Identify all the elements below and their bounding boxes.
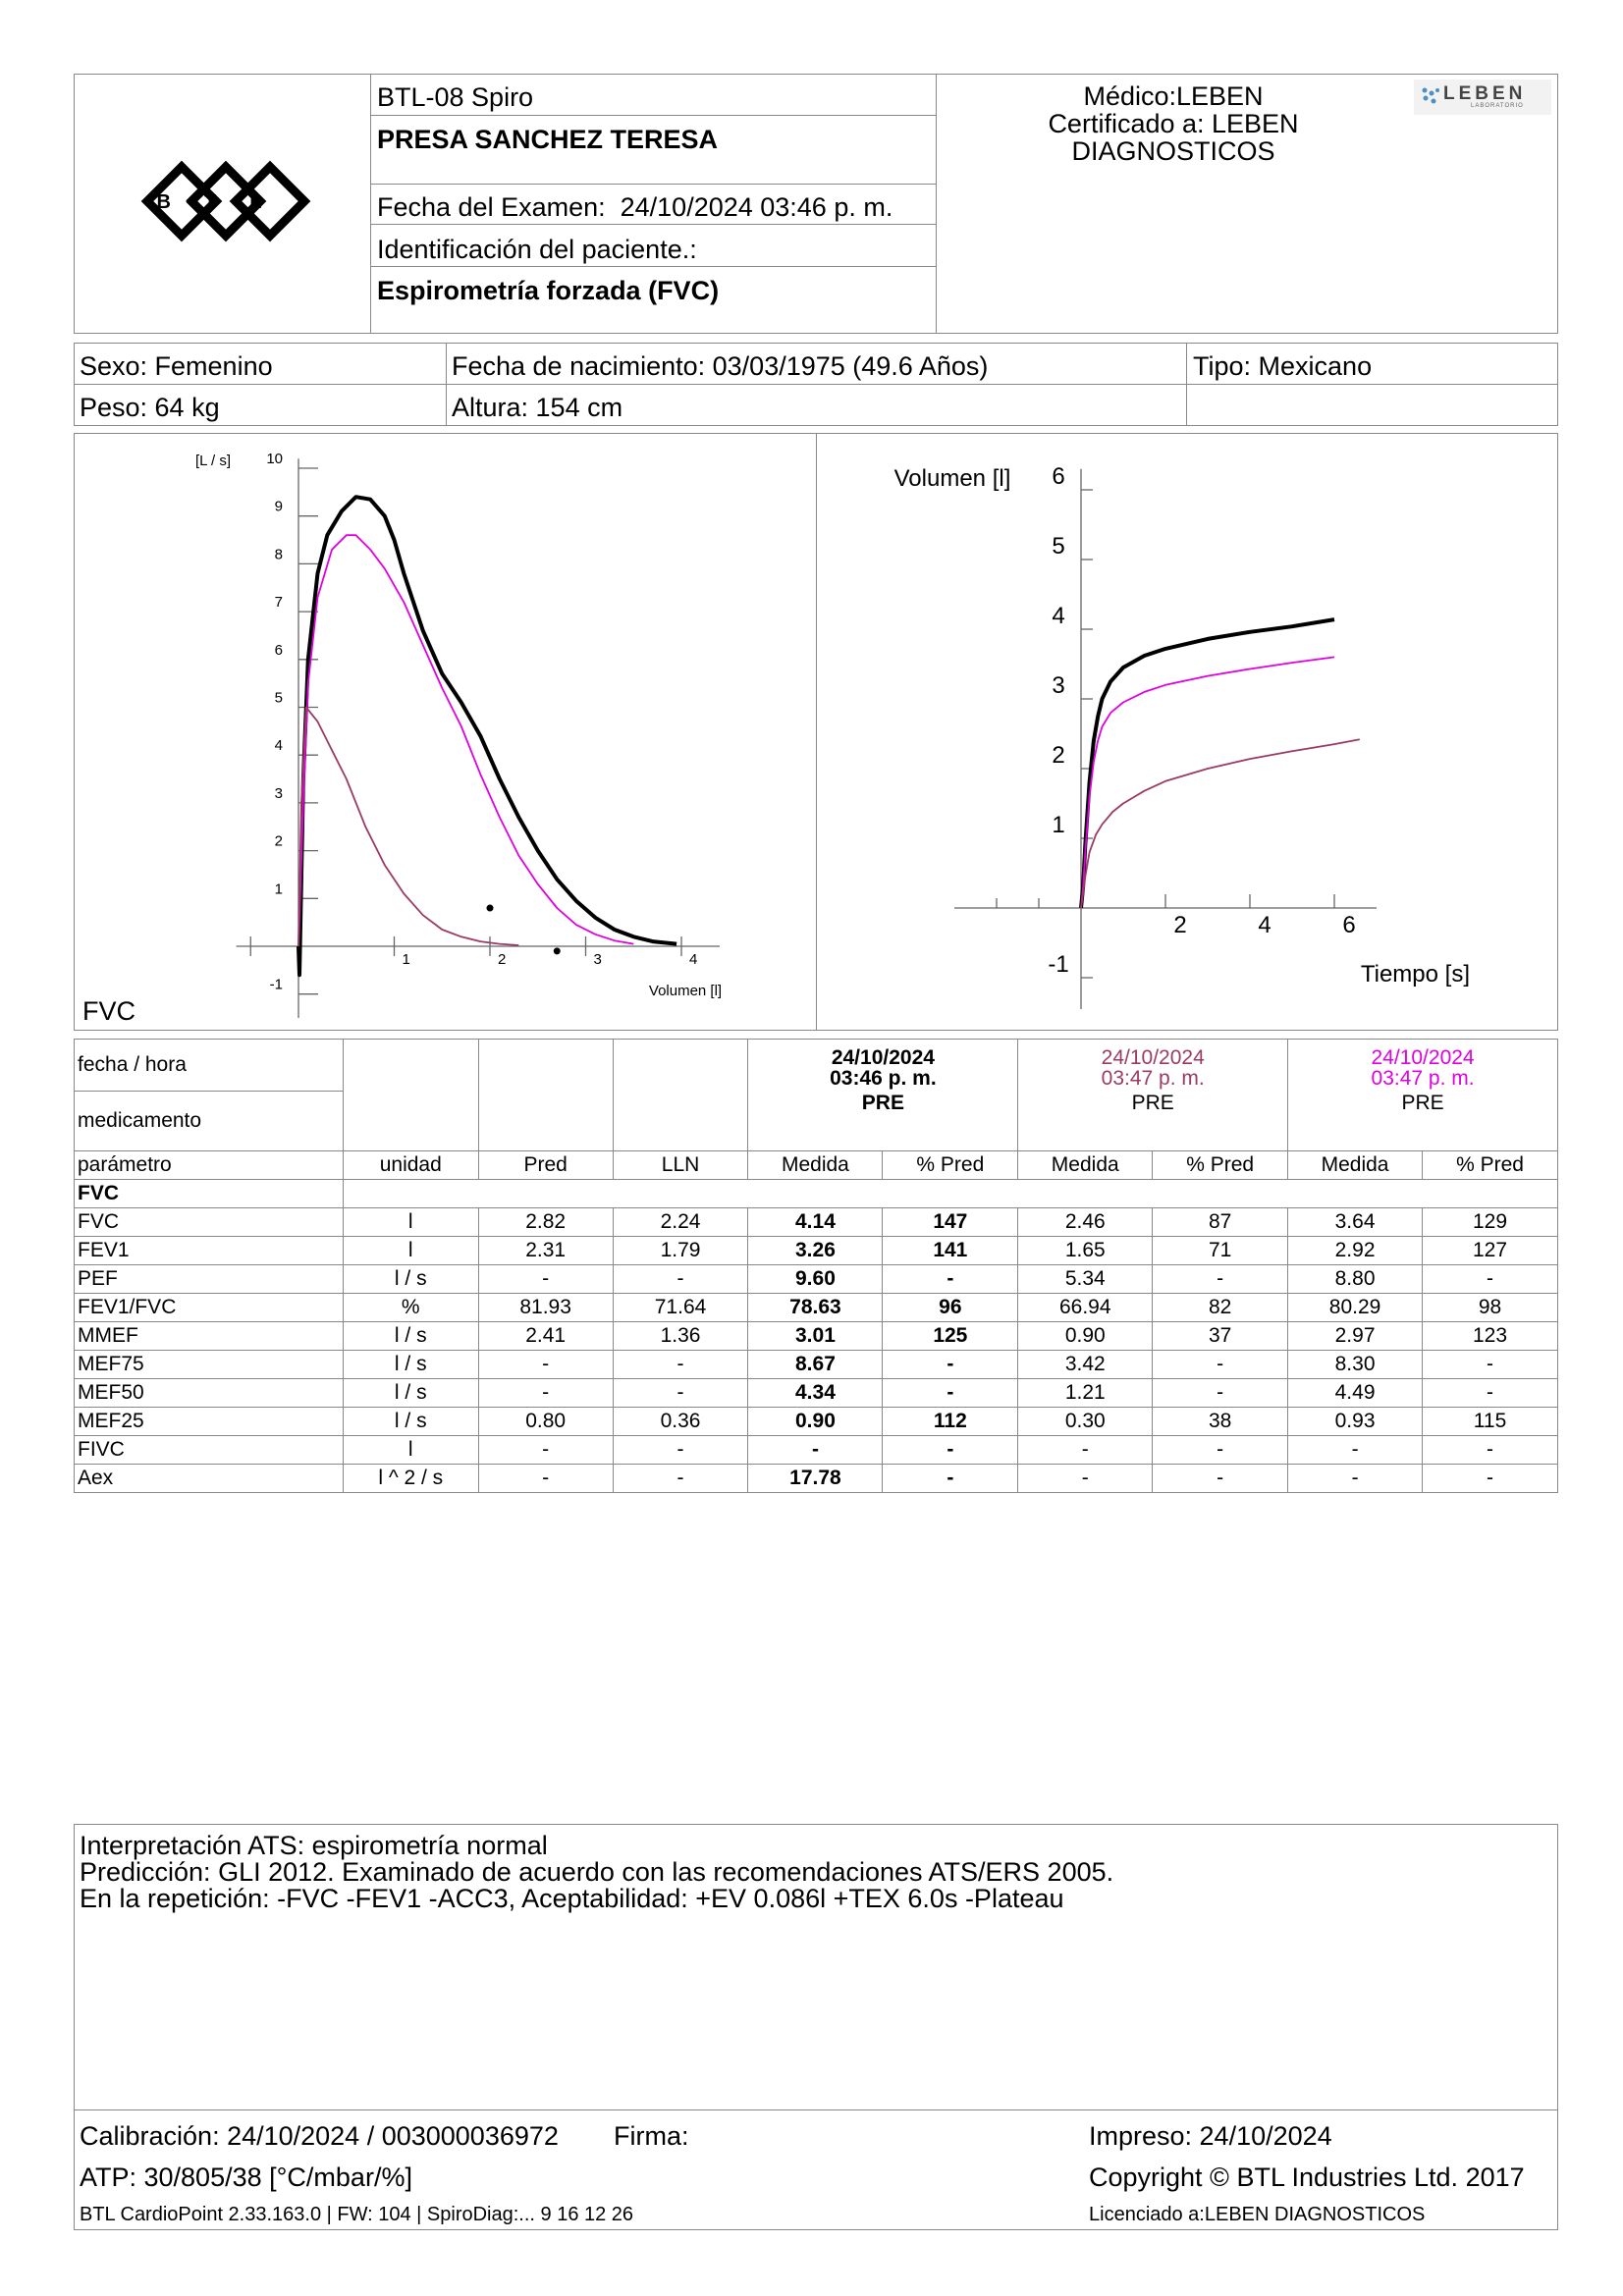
vt-x-tick-label: 2 xyxy=(1173,912,1187,938)
table-cell: 1.36 xyxy=(613,1322,748,1351)
table-cell: 3.26 xyxy=(748,1237,883,1265)
flow-x-tick-label: 1 xyxy=(402,951,410,968)
flow-lines xyxy=(298,497,676,975)
session-header-3 xyxy=(1288,1040,1558,1151)
interpretation-line-2: Predicción: GLI 2012. Examinado de acuerdo con las recomendaciones ATS/ERS 2005. xyxy=(80,1857,1114,1887)
table-cell: 2.92 xyxy=(1288,1237,1423,1265)
table-cell: 2.82 xyxy=(478,1208,613,1237)
table-cell: 82 xyxy=(1153,1294,1288,1322)
parameter-table xyxy=(74,1039,1558,1493)
vt-series-3 xyxy=(1081,739,1360,908)
table-cell: - xyxy=(613,1351,748,1379)
interpretation-line-3: En la repetición: -FVC -FEV1 -ACC3, Aceptabilidad: +EV 0.086l +TEX 6.0s -Plateau xyxy=(80,1884,1064,1913)
table-row xyxy=(75,1265,1558,1294)
flow-y-tick-label: 8 xyxy=(274,546,283,563)
table-cell: 0.90 xyxy=(748,1408,883,1436)
column-header: Medida xyxy=(748,1151,883,1180)
vt-ylabel: Volumen [l] xyxy=(893,465,1011,492)
table-row xyxy=(75,1379,1558,1408)
footer-calibration: Calibración: 24/10/2024 / 003000036972 xyxy=(80,2121,559,2151)
vt-y-tick-label: 4 xyxy=(1052,603,1065,629)
table-cell: - xyxy=(1153,1265,1288,1294)
table-cell: - xyxy=(1153,1351,1288,1379)
table-cell: - xyxy=(1423,1465,1558,1493)
footer-atp: ATP: 30/805/38 [°C/mbar/%] xyxy=(80,2163,412,2192)
column-header: Medida xyxy=(1018,1151,1153,1180)
btl-logo xyxy=(137,157,314,245)
flow-predicted-point xyxy=(487,905,494,912)
lab-logo-dots-icon xyxy=(1420,85,1441,107)
table-cell: 96 xyxy=(883,1294,1018,1322)
table-cell: - xyxy=(478,1436,613,1465)
flow-x-tick-label: 3 xyxy=(593,951,602,968)
doctor-info xyxy=(1021,82,1325,165)
flow-title: FVC xyxy=(82,996,135,1026)
table-cell: 123 xyxy=(1423,1322,1558,1351)
table-cell: 66.94 xyxy=(1018,1294,1153,1322)
table-cell: 0.90 xyxy=(1018,1322,1153,1351)
blank-cell-1 xyxy=(343,1040,478,1151)
flow-ylabel: [L / s] xyxy=(194,453,232,469)
table-cell: - xyxy=(613,1265,748,1294)
parameter-rows xyxy=(75,1208,1558,1493)
table-cell: - xyxy=(478,1465,613,1493)
vt-y-tick-label: 1 xyxy=(1052,812,1065,838)
table-row xyxy=(75,1237,1558,1265)
flow-x-tick-label: 2 xyxy=(498,951,507,968)
table-cell: - xyxy=(1018,1436,1153,1465)
column-header: parámetro xyxy=(75,1151,344,1180)
table-cell: 4.34 xyxy=(748,1379,883,1408)
table-cell: - xyxy=(1423,1379,1558,1408)
table-cell: 71 xyxy=(1153,1237,1288,1265)
table-cell: 0.93 xyxy=(1288,1408,1423,1436)
vt-axes xyxy=(954,463,1377,1009)
table-cell: - xyxy=(1288,1465,1423,1493)
table-cell: 1.79 xyxy=(613,1237,748,1265)
table-cell: - xyxy=(613,1465,748,1493)
session-1-med: PRE xyxy=(861,1092,904,1114)
column-header-row xyxy=(75,1151,1558,1180)
table-cell: 98 xyxy=(1423,1294,1558,1322)
vt-y-tick-label: 6 xyxy=(1052,463,1065,490)
table-cell: l / s xyxy=(343,1265,478,1294)
header-line-2 xyxy=(370,184,937,185)
table-cell: - xyxy=(1423,1265,1558,1294)
vt-x-tick-label: 6 xyxy=(1342,912,1356,938)
table-cell: 38 xyxy=(1153,1408,1288,1436)
table-cell: l / s xyxy=(343,1322,478,1351)
table-cell: 8.30 xyxy=(1288,1351,1423,1379)
table-cell: - xyxy=(1153,1465,1288,1493)
table-cell: 4.49 xyxy=(1288,1379,1423,1408)
column-header: unidad xyxy=(343,1151,478,1180)
column-header: LLN xyxy=(613,1151,748,1180)
table-cell: 3.64 xyxy=(1288,1208,1423,1237)
table-cell: MEF75 xyxy=(75,1351,344,1379)
table-row xyxy=(75,1294,1558,1322)
exam-date: Fecha del Examen: 24/10/2024 03:46 p. m. xyxy=(377,192,893,222)
table-cell: FVC xyxy=(75,1208,344,1237)
table-cell: l xyxy=(343,1237,478,1265)
flow-y-tick-label: 7 xyxy=(274,594,283,612)
table-cell: - xyxy=(613,1436,748,1465)
session-header-2 xyxy=(1018,1040,1288,1151)
session-1-date: 24/10/2024 xyxy=(831,1046,935,1069)
flow-predicted-point xyxy=(554,947,561,954)
flow-xlabel: Volumen [l] xyxy=(648,983,723,999)
table-cell: - xyxy=(478,1351,613,1379)
table-cell: 0.36 xyxy=(613,1408,748,1436)
patient-row-line xyxy=(74,384,1558,385)
table-cell: 2.41 xyxy=(478,1322,613,1351)
column-header: Medida xyxy=(1288,1151,1423,1180)
header-line-1 xyxy=(370,115,937,116)
footer-printed: Impreso: 24/10/2024 xyxy=(1089,2121,1332,2151)
volume-time-chart xyxy=(818,435,1556,1029)
table-cell: - xyxy=(883,1379,1018,1408)
table-cell: PEF xyxy=(75,1265,344,1294)
patient-divider-1 xyxy=(446,343,447,426)
session-3-time: 03:47 p. m. xyxy=(1371,1067,1475,1090)
table-cell: 129 xyxy=(1423,1208,1558,1237)
doctor-line-3: DIAGNOSTICOS xyxy=(1071,136,1275,166)
table-row xyxy=(75,1465,1558,1493)
table-cell: 8.67 xyxy=(748,1351,883,1379)
column-header: Pred xyxy=(478,1151,613,1180)
vt-lines xyxy=(1081,619,1360,908)
doctor-line-1: Médico:LEBEN xyxy=(1083,81,1264,111)
table-cell: 1.21 xyxy=(1018,1379,1153,1408)
table-cell: MEF50 xyxy=(75,1379,344,1408)
patient-birth: Fecha de nacimiento: 03/03/1975 (49.6 Años) xyxy=(452,351,989,381)
table-cell: - xyxy=(1423,1351,1558,1379)
table-cell: - xyxy=(613,1379,748,1408)
device-name: BTL-08 Spiro xyxy=(377,82,534,112)
table-cell: MMEF xyxy=(75,1322,344,1351)
patient-divider-2 xyxy=(1186,343,1187,426)
footer-signature: Firma: xyxy=(614,2121,689,2151)
table-cell: 78.63 xyxy=(748,1294,883,1322)
table-row xyxy=(75,1208,1558,1237)
fecha-hora-label: fecha / hora xyxy=(75,1040,344,1092)
flow-y-tick-label: 10 xyxy=(266,451,283,467)
flow-y-tick-label: 2 xyxy=(274,832,283,850)
table-cell: l / s xyxy=(343,1408,478,1436)
table-row xyxy=(75,1436,1558,1465)
footer-software: BTL CardioPoint 2.33.163.0 | FW: 104 | SpiroDiag:... 9 16 12 26 xyxy=(80,2204,634,2225)
patient-weight: Peso: 64 kg xyxy=(80,393,220,422)
session-1-time: 03:46 p. m. xyxy=(830,1067,937,1090)
table-cell: - xyxy=(883,1265,1018,1294)
table-cell: 5.34 xyxy=(1018,1265,1153,1294)
table-cell: - xyxy=(748,1436,883,1465)
interpretation-line-1: Interpretación ATS: espirometría normal xyxy=(80,1831,548,1860)
vt-series-2 xyxy=(1081,657,1334,908)
table-cell: 3.42 xyxy=(1018,1351,1153,1379)
table-cell: % xyxy=(343,1294,478,1322)
session-header-1 xyxy=(748,1040,1018,1151)
table-cell: 3.01 xyxy=(748,1322,883,1351)
lab-logo-sub: LABORATORIO xyxy=(1471,103,1524,109)
table-cell: l / s xyxy=(343,1379,478,1408)
table-cell: - xyxy=(1018,1465,1153,1493)
table-cell: 37 xyxy=(1153,1322,1288,1351)
session-3-date: 24/10/2024 xyxy=(1371,1046,1475,1069)
table-cell: FEV1 xyxy=(75,1237,344,1265)
header-divider-2 xyxy=(936,74,937,334)
table-row xyxy=(75,1351,1558,1379)
vt-y-tick-label: 3 xyxy=(1052,672,1065,699)
session-3-med: PRE xyxy=(1401,1092,1444,1114)
table-cell: 112 xyxy=(883,1408,1018,1436)
flow-y-tick-label: 5 xyxy=(274,689,283,707)
flow-y-tick-label: 6 xyxy=(274,641,283,659)
table-cell: 1.65 xyxy=(1018,1237,1153,1265)
header-line-4 xyxy=(370,266,937,267)
flow-y-tick-label: 3 xyxy=(274,784,283,802)
patient-height: Altura: 154 cm xyxy=(452,393,623,422)
header-line-3 xyxy=(370,224,937,225)
table-cell: 4.14 xyxy=(748,1208,883,1237)
table-cell: - xyxy=(478,1265,613,1294)
table-cell: 127 xyxy=(1423,1237,1558,1265)
table-cell: 2.97 xyxy=(1288,1322,1423,1351)
table-cell: 81.93 xyxy=(478,1294,613,1322)
patient-name: PRESA SANCHEZ TERESA xyxy=(377,125,719,154)
table-cell: l xyxy=(343,1208,478,1237)
table-cell: 8.80 xyxy=(1288,1265,1423,1294)
group-label: FVC xyxy=(75,1180,344,1208)
flow-x-tick-label: 4 xyxy=(689,951,698,968)
vt-y-tick-label: -1 xyxy=(1048,951,1069,978)
doctor-line-2: Certificado a: LEBEN xyxy=(1048,109,1299,138)
table-cell: 71.64 xyxy=(613,1294,748,1322)
flow-y-tick-label: -1 xyxy=(269,976,283,993)
patient-sex: Sexo: Femenino xyxy=(80,351,273,381)
table-cell: 9.60 xyxy=(748,1265,883,1294)
table-cell: - xyxy=(1153,1379,1288,1408)
table-cell: 0.30 xyxy=(1018,1408,1153,1436)
table-cell: 147 xyxy=(883,1208,1018,1237)
table-cell: 2.31 xyxy=(478,1237,613,1265)
flow-y-tick-label: 1 xyxy=(274,881,283,898)
flow-volume-chart xyxy=(76,435,814,1029)
lab-logo xyxy=(1414,80,1551,115)
footer-license: Licenciado a:LEBEN DIAGNOSTICOS xyxy=(1089,2204,1426,2225)
charts-divider xyxy=(816,433,817,1031)
flow-y-tick-label: 4 xyxy=(274,737,283,755)
medicamento-label: medicamento xyxy=(75,1092,344,1151)
table-cell: 115 xyxy=(1423,1408,1558,1436)
group-row xyxy=(75,1180,1558,1208)
flow-series-1 xyxy=(298,497,676,975)
session-2-med: PRE xyxy=(1131,1092,1174,1114)
table-cell: 80.29 xyxy=(1288,1294,1423,1322)
table-cell: - xyxy=(478,1379,613,1408)
table-cell: 2.24 xyxy=(613,1208,748,1237)
blank-cell-3 xyxy=(613,1040,748,1151)
table-cell: 125 xyxy=(883,1322,1018,1351)
flow-y-tick-label: 9 xyxy=(274,498,283,515)
table-cell: - xyxy=(883,1465,1018,1493)
table-cell: 2.46 xyxy=(1018,1208,1153,1237)
patient-id: Identificación del paciente.: xyxy=(377,235,697,264)
column-header: % Pred xyxy=(1153,1151,1288,1180)
group-blank xyxy=(343,1180,1557,1208)
blank-cell-2 xyxy=(478,1040,613,1151)
vt-xlabel: Tiempo [s] xyxy=(1360,961,1470,988)
patient-type: Tipo: Mexicano xyxy=(1193,351,1373,381)
vt-y-tick-label: 5 xyxy=(1052,533,1065,560)
lab-logo-text: LEBEN xyxy=(1443,83,1527,104)
session-2-date: 24/10/2024 xyxy=(1101,1046,1205,1069)
table-row xyxy=(75,1408,1558,1436)
table-row xyxy=(75,1322,1558,1351)
table-cell: - xyxy=(883,1436,1018,1465)
table-cell: - xyxy=(1423,1436,1558,1465)
table-cell: 17.78 xyxy=(748,1465,883,1493)
table-cell: 0.80 xyxy=(478,1408,613,1436)
session-2-time: 03:47 p. m. xyxy=(1101,1067,1205,1090)
column-header: % Pred xyxy=(883,1151,1018,1180)
column-header: % Pred xyxy=(1423,1151,1558,1180)
vt-x-tick-label: 4 xyxy=(1258,912,1271,938)
btl-logo-text: BTL xyxy=(156,191,296,213)
interpretation-text xyxy=(80,1833,1113,1912)
flow-series-2 xyxy=(298,535,633,946)
table-cell: - xyxy=(1288,1436,1423,1465)
test-type: Espirometría forzada (FVC) xyxy=(377,276,720,305)
table-cell: MEF25 xyxy=(75,1408,344,1436)
table-cell: FEV1/FVC xyxy=(75,1294,344,1322)
table-cell: Aex xyxy=(75,1465,344,1493)
table-cell: 87 xyxy=(1153,1208,1288,1237)
header-divider-1 xyxy=(370,74,371,334)
vt-y-tick-label: 2 xyxy=(1052,742,1065,769)
footer-copyright: Copyright © BTL Industries Ltd. 2017 xyxy=(1089,2163,1525,2192)
table-cell: l ^ 2 / s xyxy=(343,1465,478,1493)
table-cell: 141 xyxy=(883,1237,1018,1265)
table-cell: - xyxy=(1153,1436,1288,1465)
table-cell: l / s xyxy=(343,1351,478,1379)
table-cell: FIVC xyxy=(75,1436,344,1465)
table-cell: - xyxy=(883,1351,1018,1379)
table-cell: l xyxy=(343,1436,478,1465)
